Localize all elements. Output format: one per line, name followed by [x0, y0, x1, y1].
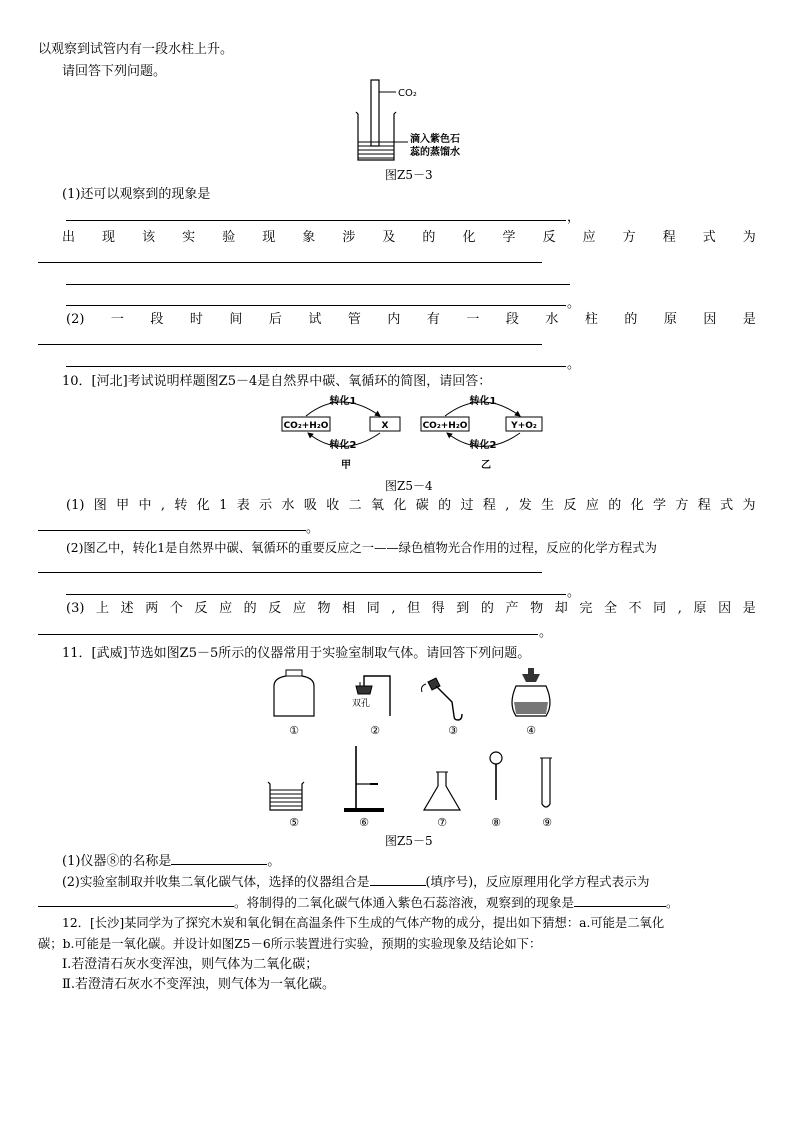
- prompt-char: 柱: [584, 312, 598, 327]
- q9-sub1-text: (1)还可以观察到的现象是: [62, 187, 211, 202]
- label-1: ①: [289, 724, 299, 737]
- prompt-char: 为: [742, 498, 756, 513]
- answer-blank: [370, 872, 426, 886]
- prompt-char: 完: [579, 601, 593, 616]
- prompt-char: 有: [426, 312, 440, 327]
- answer-line: [38, 634, 538, 635]
- prompt-char: 的: [480, 601, 494, 616]
- q12-conclusion-2: Ⅱ.若澄清石灰水不变浑浊，则气体为一氧化碳。: [62, 977, 335, 992]
- answer-line: [38, 530, 306, 531]
- prompt-char: 实: [182, 230, 196, 245]
- yi-transform2-label: 转化2: [469, 440, 497, 451]
- prompt-char: 反: [542, 230, 556, 245]
- prompt-char: 相: [342, 601, 356, 616]
- prompt-char: 化: [630, 498, 644, 513]
- answer-line: [66, 305, 566, 306]
- answer-line: [38, 572, 542, 573]
- prompt-char: 物: [530, 601, 544, 616]
- prompt-char: 学: [653, 498, 667, 513]
- prompt-char: 时: [189, 312, 203, 327]
- period: 。: [567, 585, 581, 600]
- q11-sub2-line2: [38, 893, 756, 912]
- q9-sub2-prompt: [66, 311, 756, 329]
- prompt-char: 是: [742, 312, 756, 327]
- prompt-char: 收: [326, 498, 340, 513]
- prompt-char: 反: [563, 498, 577, 513]
- figure-z5-5: [260, 664, 560, 834]
- prompt-char: 段: [505, 312, 519, 327]
- prompt-char: 因: [703, 312, 717, 327]
- yi-left-box-label: CO₂+H₂O: [422, 421, 468, 431]
- prompt-char: 得: [431, 601, 445, 616]
- prompt-char: 程: [662, 230, 676, 245]
- co2-label: CO₂: [398, 88, 417, 99]
- double-hole-label: 双孔: [352, 699, 371, 709]
- figure-caption-z5-3: 图Z5－3: [385, 168, 433, 182]
- prompt-char: 现: [102, 230, 116, 245]
- prompt-char: 现: [262, 230, 276, 245]
- period: 。: [539, 625, 553, 640]
- prompt-char: 的: [438, 498, 452, 513]
- q12-conclusion-1: Ⅰ.若澄清石灰水变浑浊，则气体为二氧化碳；: [62, 957, 319, 972]
- prompt-char: 1: [219, 498, 228, 513]
- prompt-char: (2): [66, 312, 85, 327]
- prompt-char: 全: [603, 601, 617, 616]
- q11-sub2-line1: [62, 872, 756, 891]
- prompt-char: 应: [585, 498, 599, 513]
- q10-sub2-text: (2)图乙中，转化1是自然界中碳、氧循环的重要反应之一——绿色植物光合作用的过程，反应的化学方程式为: [66, 541, 657, 555]
- prompt-char: 为: [742, 230, 756, 245]
- jia-x-box-label: X: [381, 421, 389, 431]
- prompt-char: 应: [582, 230, 596, 245]
- prompt-char: 的: [608, 498, 622, 513]
- prompt-char: (1): [66, 498, 85, 513]
- prompt-char: ,: [160, 498, 166, 513]
- prompt-char: 水: [545, 312, 559, 327]
- q11-sub1-text: (1)仪器⑧的名称是: [62, 854, 172, 869]
- prompt-char: 不: [628, 601, 642, 616]
- prompt-char: 过: [460, 498, 474, 513]
- prompt-char: 后: [268, 312, 282, 327]
- period: 。: [306, 521, 320, 536]
- prompt-char: 试: [308, 312, 322, 327]
- label-7: ⑦: [437, 816, 447, 829]
- prompt-char: 的: [422, 230, 436, 245]
- prompt-char: 方: [675, 498, 689, 513]
- prompt-char: 氧: [371, 498, 385, 513]
- prompt-char: 一: [110, 312, 124, 327]
- label-2: ②: [370, 724, 380, 737]
- q12-stem-line2: 碳；b.可能是一氧化碳。并设计如图Z5－6所示装置进行实验，预期的实验现象及结论如下：: [38, 937, 542, 951]
- yi-y-box-label: Y+O₂: [511, 421, 537, 431]
- continuation-line: 以观察到试管内有一段水柱上升。: [38, 42, 234, 57]
- answer-line: [66, 366, 566, 367]
- answer-line: [38, 262, 542, 263]
- prompt-char: 式: [720, 498, 734, 513]
- answer-blank: [574, 893, 666, 907]
- answer-line: [66, 284, 570, 285]
- period: 。: [666, 895, 679, 910]
- prompt-char: 管: [347, 312, 361, 327]
- prompt-char: 反: [268, 601, 282, 616]
- yi-transform1-label: 转化1: [469, 396, 497, 407]
- q11-stem: 11．[武威]节选如图Z5－5所示的仪器常用于实验室制取气体。请回答下列问题。: [62, 646, 531, 661]
- litmus-label-line1: 滴入紫色石: [410, 134, 460, 145]
- prompt-char: 原: [663, 312, 677, 327]
- q11-sub2-text2: (填序号)，反应原理用化学方程式表示为: [425, 874, 650, 889]
- prompt-char: 却: [554, 601, 568, 616]
- prompt-char: ,: [505, 498, 510, 513]
- prompt-char: 上: [96, 601, 110, 616]
- prompt-char: 个: [169, 601, 183, 616]
- prompt-char: 该: [142, 230, 156, 245]
- figure-caption-z5-4: 图Z5－4: [385, 479, 433, 493]
- prompt-char: 原: [693, 601, 707, 616]
- prompt-char: 的: [624, 312, 638, 327]
- prompt-char: 应: [219, 601, 233, 616]
- figure-z5-4: [280, 392, 550, 472]
- prompt-char: 但: [407, 601, 421, 616]
- prompt-char: 应: [292, 601, 306, 616]
- figure-caption-z5-5: 图Z5－5: [385, 834, 433, 848]
- answer-line: [66, 594, 566, 595]
- prompt-char: 间: [229, 312, 243, 327]
- prompt-char: 式: [702, 230, 716, 245]
- jia-label: 甲: [341, 460, 351, 471]
- prompt-char: 甲: [116, 498, 130, 513]
- prompt-char: 表: [236, 498, 250, 513]
- prompt-char: 生: [541, 498, 555, 513]
- prompt-char: 段: [150, 312, 164, 327]
- prompt-char: ,: [391, 601, 396, 616]
- prompt-char: 化: [462, 230, 476, 245]
- q11-sub2-text3: 。将制得的二氧化碳气体通入紫色石蕊溶液，观察到的现象是: [234, 895, 575, 910]
- prompt-char: 中: [138, 498, 152, 513]
- prompt-char: 及: [382, 230, 396, 245]
- q9-equation-prompt: [62, 229, 756, 247]
- jia-transform1-label: 转化1: [329, 396, 357, 407]
- prompt-char: 是: [742, 601, 756, 616]
- prompt-char: 程: [697, 498, 711, 513]
- prompt-char: 化: [393, 498, 407, 513]
- prompt-char: 产: [505, 601, 519, 616]
- yi-label: 乙: [481, 460, 491, 471]
- prompt-char: ,: [677, 601, 682, 616]
- label-9: ⑨: [542, 816, 552, 829]
- comma: ，: [567, 210, 581, 225]
- prompt-char: 方: [622, 230, 636, 245]
- answer-prompt: 请回答下列问题。: [62, 64, 167, 79]
- q10-sub1-prompt: [66, 497, 756, 515]
- jia-left-box-label: CO₂+H₂O: [283, 421, 329, 431]
- label-6: ⑥: [359, 816, 369, 829]
- prompt-char: 涉: [342, 230, 356, 245]
- prompt-char: 到: [456, 601, 470, 616]
- figure-z5-3: [350, 80, 490, 165]
- prompt-char: 示: [259, 498, 273, 513]
- answer-line: [38, 344, 542, 345]
- label-5: ⑤: [289, 816, 299, 829]
- prompt-char: 图: [93, 498, 107, 513]
- prompt-char: 两: [145, 601, 159, 616]
- q11-sub2-text: (2)实验室制取并收集二氧化碳气体，选择的仪器组合是: [62, 874, 370, 889]
- answer-blank: [171, 851, 267, 865]
- prompt-char: 出: [62, 230, 76, 245]
- prompt-char: 验: [222, 230, 236, 245]
- jia-transform2-label: 转化2: [329, 440, 357, 451]
- prompt-char: 吸: [303, 498, 317, 513]
- prompt-char: 物: [317, 601, 331, 616]
- prompt-char: 同: [366, 601, 380, 616]
- prompt-char: 二: [348, 498, 362, 513]
- prompt-char: 转: [174, 498, 188, 513]
- label-4: ④: [526, 724, 536, 737]
- prompt-char: 内: [387, 312, 401, 327]
- label-8: ⑧: [491, 816, 501, 829]
- answer-line: [66, 220, 566, 221]
- q11-sub1: [62, 851, 756, 871]
- period: 。: [567, 296, 581, 311]
- prompt-char: 程: [482, 498, 496, 513]
- prompt-char: 一: [466, 312, 480, 327]
- litmus-label-line2: 蕊的蒸馏水: [410, 147, 460, 158]
- prompt-char: 同: [653, 601, 667, 616]
- answer-blank: [38, 893, 234, 907]
- prompt-char: 述: [120, 601, 134, 616]
- period: 。: [267, 854, 281, 869]
- prompt-char: (3): [66, 601, 85, 616]
- prompt-char: 碳: [415, 498, 429, 513]
- q12-stem-line1: 12．[长沙]某同学为了探究木炭和氧化铜在高温条件下生成的气体产物的成分，提出如下猜想：a.可能是二氧化: [62, 916, 665, 930]
- prompt-char: 象: [302, 230, 316, 245]
- prompt-char: 化: [196, 498, 210, 513]
- prompt-char: 因: [718, 601, 732, 616]
- q10-stem: 10．[河北]考试说明样题图Z5－4是自然界中碳、氧循环的简图，请回答：: [62, 374, 492, 389]
- prompt-char: 的: [243, 601, 257, 616]
- period: 。: [567, 357, 581, 372]
- prompt-char: 水: [281, 498, 295, 513]
- prompt-char: 发: [518, 498, 532, 513]
- prompt-char: 学: [502, 230, 516, 245]
- label-3: ③: [448, 724, 458, 737]
- prompt-char: 反: [194, 601, 208, 616]
- q10-sub3-prompt: [66, 600, 756, 618]
